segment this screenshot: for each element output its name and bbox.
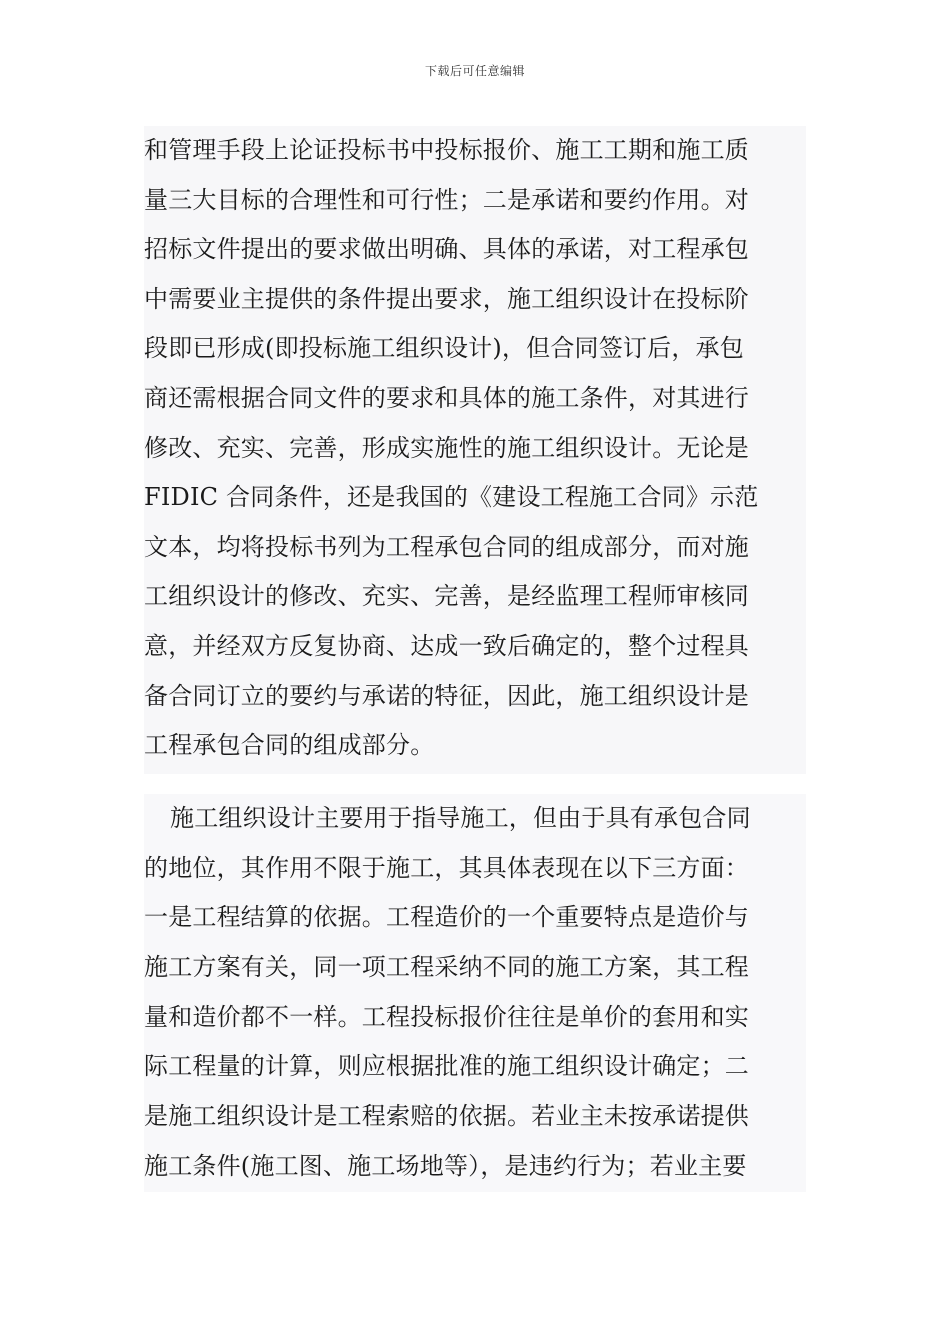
text-line: 是施工组织设计是工程索赔的依据。若业主未按承诺提供 bbox=[144, 1102, 749, 1131]
text-line: 际工程量的计算，则应根据批准的施工组织设计确定；二 bbox=[144, 1052, 749, 1081]
text-line: 意，并经双方反复协商、达成一致后确定的，整个过程具 bbox=[144, 631, 749, 660]
text-line: 量和造价都不一样。工程投标报价往往是单价的套用和实 bbox=[144, 1002, 749, 1031]
text-line: 文本，均将投标书列为工程承包合同的组成部分，而对施 bbox=[144, 532, 749, 561]
text-line: 工程承包合同的组成部分。 bbox=[144, 731, 435, 760]
text-line: 量三大目标的合理性和可行性；二是承诺和要约作用。对 bbox=[144, 185, 749, 214]
text-line: 招标文件提出的要求做出明确、具体的承诺，对工程承包 bbox=[144, 235, 749, 264]
text-line: 中需要业主提供的条件提出要求，施工组织设计在投标阶 bbox=[144, 284, 749, 313]
text-line: 备合同订立的要约与承诺的特征，因此，施工组织设计是 bbox=[144, 681, 749, 710]
paragraph-construction-guidance bbox=[144, 794, 806, 1192]
text-line: 的地位，其作用不限于施工，其具体表现在以下三方面： bbox=[144, 853, 749, 882]
paragraph-contract-role bbox=[144, 126, 806, 774]
text-line: 一是工程结算的依据。工程造价的一个重要特点是造价与 bbox=[144, 903, 749, 932]
text-line: 和管理手段上论证投标书中投标报价、施工工期和施工质 bbox=[144, 136, 749, 164]
text-line: 修改、充实、完善，形成实施性的施工组织设计。无论是 bbox=[144, 433, 749, 462]
text-line: 施工条件(施工图、施工场地等），是违约行为；若业主要 bbox=[144, 1151, 747, 1180]
text-line: 工组织设计的修改、充实、完善，是经监理工程师审核同 bbox=[144, 582, 749, 611]
text-line: 段即已形成(即投标施工组织设计)，但合同签订后，承包 bbox=[144, 334, 744, 363]
text-line: 施工组织设计主要用于指导施工，但由于具有承包合同 bbox=[170, 804, 751, 832]
text-line: 施工方案有关，同一项工程采纳不同的施工方案，其工程 bbox=[144, 953, 749, 982]
text-line: 商还需根据合同文件的要求和具体的施工条件，对其进行 bbox=[144, 383, 749, 412]
page-header: 下载后可任意编辑 bbox=[424, 64, 525, 78]
text-line: FIDIC 合同条件，还是我国的《建设工程施工合同》示范 bbox=[144, 483, 759, 512]
